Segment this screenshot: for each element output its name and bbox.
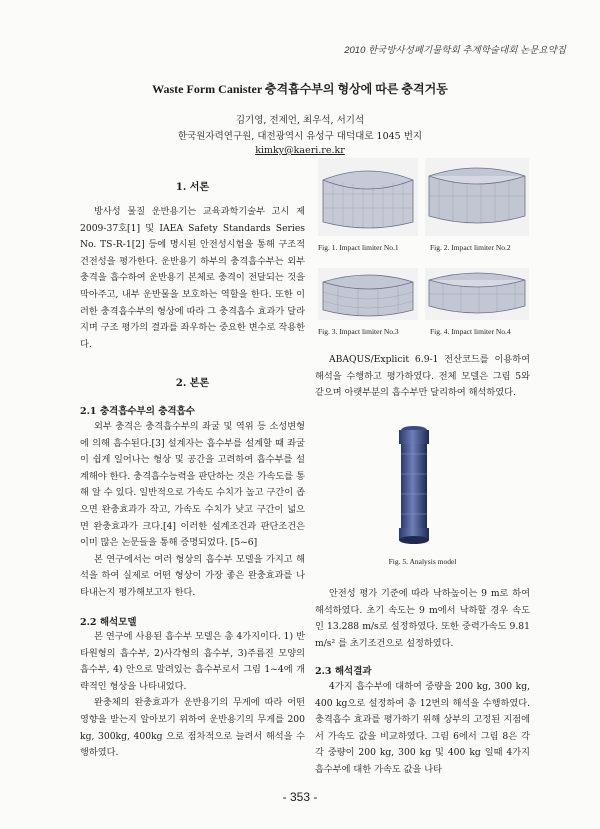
author-email	[0, 145, 600, 156]
figure-3-image	[318, 268, 418, 320]
subsection-2-2-title: 2.2 해석모델	[80, 617, 137, 628]
figure-3-caption: Fig. 3. Impact limiter No.3	[318, 327, 399, 336]
subsection-2-3-body	[315, 679, 530, 779]
author-list: 김기영, 전제언, 최우석, 서기석	[235, 115, 365, 126]
paragraph: 본 연구에서는 여러 형상의 흡수부 모델을 가지고 해석을 하여 실제로 어떤 형상이 가장 좋은 완충효과를 나타내는지 평가해보고자 한다.	[80, 553, 305, 598]
section-intro-title: 1. 서론	[175, 182, 210, 193]
figure-4-image	[425, 268, 529, 320]
subsection-2-1-body	[80, 419, 305, 602]
page-number: - 353 -	[282, 790, 318, 804]
subsection-2-1-title: 2.1 충격흡수부의 충격흡수	[80, 406, 195, 417]
subsection-2-2-body	[80, 629, 305, 762]
paragraph: 완충체의 완충효과가 운반용기의 무게에 따라 어떤 영향을 받는지 알아보기 위하여 운반용기의 무게를 200 kg, 300kg, 400kg 으로 점차적으로 늘려서 해석을 수행하였다.	[80, 697, 305, 759]
figure-5-caption: Fig. 5. Analysis model	[388, 557, 457, 566]
section-body-title: 2. 본론	[175, 378, 210, 389]
right-paragraph-1	[315, 352, 530, 402]
email-link[interactable]: kimky@kaeri.re.kr	[255, 145, 345, 156]
paper-title: Waste Form Canister 충격흡수부의 형상에 따른 충격거동	[152, 82, 448, 96]
figure-4-caption: Fig. 4. Impact limiter No.4	[430, 327, 511, 336]
paragraph: 4가지 흡수부에 대하여 중량을 200 kg, 300 kg, 400 kg으로 설정하여 총 12번의 해석을 수행하였다. 충격흡수 효과를 평가하기 위해 상부의 고정된 지점에서 가속도 값을 비교하였다. 그림 6에서 그림 8은 각각 중량이 200 kg, 300 kg 및 400 kg 일때 4가지 흡수부에 대한 가속도 값을 나타	[315, 681, 530, 775]
figure-2-image	[425, 158, 529, 236]
figure-1-caption: Fig. 1. Impact limiter No.1	[318, 243, 399, 252]
figure-1-image	[318, 158, 418, 236]
figure-5-image	[397, 424, 431, 548]
affiliation: 한국원자력연구원, 대전광역시 유성구 대덕대로 1045 번지	[177, 131, 423, 142]
paragraph: 안전성 평가 기준에 따라 낙하높이는 9 m로 하여 해석하였다. 초기 속도는 9 m에서 낙하할 경우 속도인 13.288 m/s로 설정하였다. 또한 중력가속도 9.81 m/s² 를 초기조건으로 설정하였다.	[315, 588, 530, 649]
intro-paragraph	[80, 204, 305, 353]
subsection-2-3-title: 2.3 해석결과	[315, 666, 372, 677]
right-paragraph-2	[315, 586, 530, 652]
figure-2-caption: Fig. 2. Impact limiter No.2	[430, 243, 511, 252]
paragraph: ABAQUS/Explicit 6.9-1 전산코드를 이용하여 해석을 수행하고 평가하였다. 전체 모델은 그림 5와 같으며 아랫부분의 흡수부만 달리하여 해석하였다.	[315, 354, 530, 399]
running-header: 2010 한국방사성폐기물학회 추계학술대회 논문요약집	[344, 45, 566, 56]
paragraph: 본 연구에 사용된 흡수부 모델은 총 4가지이다. 1) 반타원형의 흡수부, 2)사각형의 흡수부, 3)주름진 모양의 흡수부, 4) 안으로 말려있는 흡수부로서 그림 1~4에 개략적인 형상을 나타내었다.	[80, 631, 305, 692]
paragraph: 외부 충격은 충격흡수부의 좌굴 및 역위 등 소성변형에 의해 흡수된다.[3] 설계자는 흡수부를 설계할 때 좌굴이 쉽게 일어나는 형상 및 공간을 고려하여 흡수부를 설계해야 한다. 충격흡수능력을 판단하는 것은 가속도를 통해 알 수 있다. 일반적으로 가속도 수치가 높고 구간이 좁으면 완충효과가 작고, 가속도 수치가 낮고 구간이 넓으면 완충효과가 크다.[4] 이러한 설계조건과 판단조건은 이미 많은 논문들을 통해 증명되었다. [5~6]	[80, 421, 305, 549]
paragraph: 방사성 물질 운반용기는 교육과학기술부 고시 제2009-37호[1] 및 IAEA Safety Standards Series No. TS-R-1[2] 등에 명시된 안전성시험을 통해 구조적 건전성을 평가한다. 운반용기 하부의 충격흡수부는 외부 충격을 흡수하여 운반용기 본체로 충격이 전달되는 것을 막아주고, 내부 운반물을 보호하는 역할을 한다. 또한 이러한 충격흡수부의 형상에 따라 그 충격흡수 효과가 달라지며 구조 평가의 결과를 좌우하는 중요한 변수로 작용한다.	[80, 206, 305, 350]
